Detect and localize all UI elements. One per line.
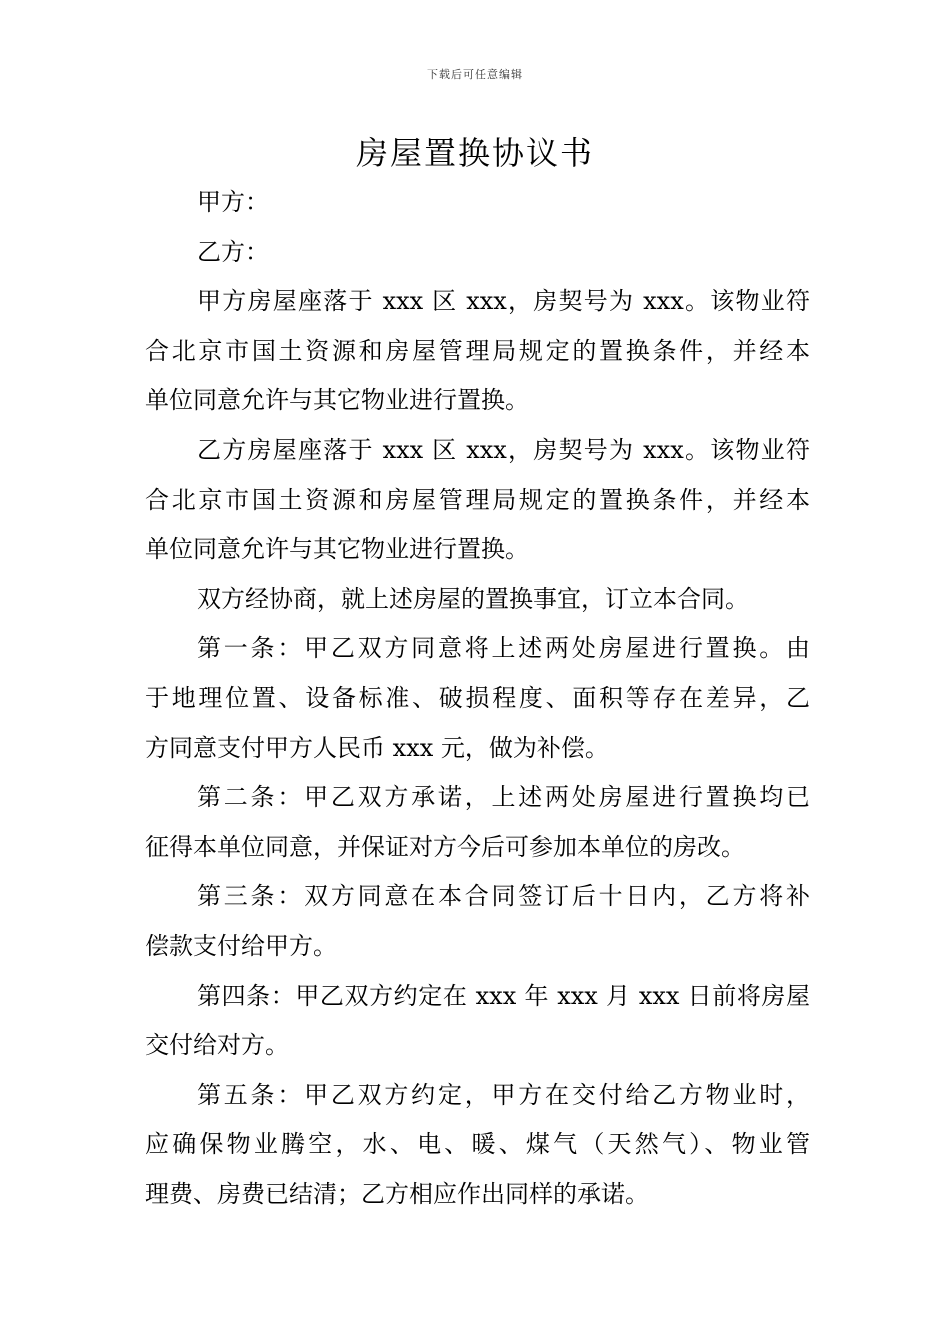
article-5-line-3: 理费、房费已结清；乙方相应作出同样的承诺。 xyxy=(145,1179,649,1208)
party-b-line: 乙方： xyxy=(197,237,269,266)
article-5-line-2: 应确保物业腾空，水、电、暖、煤气（天然气）、物业管 xyxy=(145,1130,810,1159)
article-4-line-2: 交付给对方。 xyxy=(145,1031,289,1060)
party-a-property-line-1: 甲方房屋座落于 xxx 区 xxx，房契号为 xxx。该物业符 xyxy=(197,287,810,316)
agreement-intro-line: 双方经协商，就上述房屋的置换事宜，订立本合同。 xyxy=(197,584,749,613)
document-title: 房屋置换协议书 xyxy=(355,134,594,172)
article-3-line-2: 偿款支付给甲方。 xyxy=(145,931,337,960)
party-b-property-line-3: 单位同意允许与其它物业进行置换。 xyxy=(145,535,529,564)
party-a-line: 甲方： xyxy=(197,188,269,216)
party-a-property-line-2: 合北京市国土资源和房屋管理局规定的置换条件，并经本 xyxy=(145,336,810,365)
article-2-line-1: 第二条：甲乙双方承诺，上述两处房屋进行置换均已 xyxy=(197,783,810,812)
document-body xyxy=(145,178,810,1219)
article-3-line-1: 第三条：双方同意在本合同签订后十日内，乙方将补 xyxy=(197,882,810,911)
party-b-property-line-2: 合北京市国土资源和房屋管理局规定的置换条件，并经本 xyxy=(145,485,810,514)
article-1-line-3: 方同意支付甲方人民币 xxx 元，做为补偿。 xyxy=(145,733,609,762)
header-note: 下载后可任意编辑 xyxy=(427,68,523,81)
article-1-line-2: 于地理位置、设备标准、破损程度、面积等存在差异，乙 xyxy=(145,683,810,712)
party-b-property-line-1: 乙方房屋座落于 xxx 区 xxx，房契号为 xxx。该物业符 xyxy=(197,435,810,464)
party-a-property-line-3: 单位同意允许与其它物业进行置换。 xyxy=(145,386,529,415)
article-1-line-1: 第一条：甲乙双方同意将上述两处房屋进行置换。由 xyxy=(197,634,810,663)
article-5-line-1: 第五条：甲乙双方约定，甲方在交付给乙方物业时， xyxy=(197,1080,810,1109)
article-2-line-2: 征得本单位同意，并保证对方今后可参加本单位的房改。 xyxy=(145,832,745,861)
article-4-line-1: 第四条：甲乙双方约定在 xxx 年 xxx 月 xxx 日前将房屋 xyxy=(197,981,810,1010)
